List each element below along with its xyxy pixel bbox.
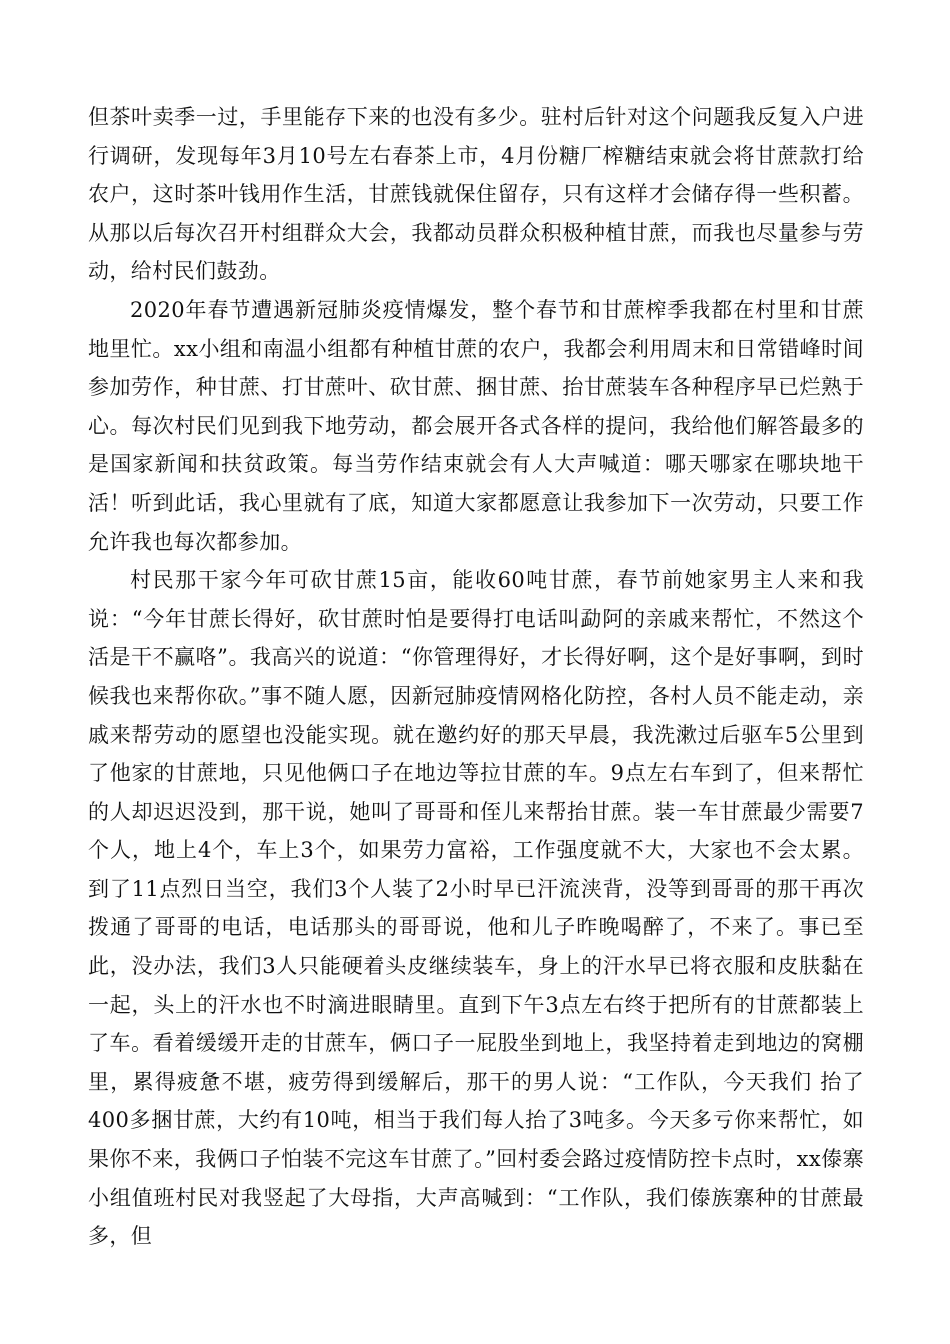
document-body (88, 98, 864, 1256)
paragraph-spring-festival: 2020年春节遭遇新冠肺炎疫情爆发，整个春节和甘蔗榨季我都在村里和甘蔗地里忙。xx小组和南温小组都有种植甘蔗的农户，我都会利用周末和日常错峰时间参加劳作，种甘蔗、打甘蔗叶、砍甘蔗、捆甘蔗、抬甘蔗装车各种程序早已烂熟于心。每次村民们见到我下地劳动，都会展开各式各样的提问，我给他们解答最多的是国家新闻和扶贫政策。每当劳作结束就会有人大声喊道：哪天哪家在哪块地干活！听到此话，我心里就有了底，知道大家都愿意让我参加下一次劳动，只要工作允许我也每次都参加。 (88, 297, 864, 554)
paragraph-sugarcane-harvest: 村民那干家今年可砍甘蔗15亩，能收60吨甘蔗，春节前她家男主人来和我说：“今年甘蔗长得好，砍甘蔗时怕是要得打电话叫勐阿的亲戚来帮忙，不然这个活是干不赢咯”。我高兴的说道：“你管理得好，才长得好啊，这个是好事啊，到时候我也来帮你砍。”事不随人愿，因新冠肺疫情网格化防控，各村人员不能走动，亲戚来帮劳动的愿望也没能实现。就在邀约好的那天早晨，我洗漱过后驱车5公里到了他家的甘蔗地，只见他俩口子在地边等拉甘蔗的车。9点左右车到了，但来帮忙的人却迟迟没到，那干说，她叫了哥哥和侄儿来帮抬甘蔗。装一车甘蔗最少需要7个人，地上4个，车上3个，如果劳力富裕，工作强度就不大，大家也不会太累。到了11点烈日当空，我们3个人装了2小时早已汗流浃背，没等到哥哥的那干再次拨通了哥哥的电话，电话那头的哥哥说，他和儿子昨晚喝醉了，不来了。事已至此，没办法，我们3人只能硬着头皮继续装车，身上的汗水早已将衣服和皮肤黏在一起，头上的汗水也不时滴进眼睛里。直到下午3点左右终于把所有的甘蔗都装上了车。看着缓缓开走的甘蔗车，俩口子一屁股坐到地上，我坚持着走到地边的窝棚里，累得疲惫不堪，疲劳得到缓解后，那干的男人说：“工作队，今天我们 抬了400多捆甘蔗，大约有10吨，相当于我们每人抬了3吨多。今天多亏你来帮忙，如果你不来，我俩口子怕装不完这车甘蔗了。”回村委会路过疫情防控卡点时，xx傣寨小组值班村民对我竖起了大母指，大声高喊到：“工作队，我们傣族寨种的甘蔗最多，但 (88, 568, 864, 1249)
paragraph-continuation: 但茶叶卖季一过，手里能存下来的也没有多少。驻村后针对这个问题我反复入户进行调研，发现每年3月10号左右春茶上市，4月份糖厂榨糖结束就会将甘蔗款打给农户，这时茶叶钱用作生活，甘蔗钱就保住留存，只有这样才会储存得一些积蓄。从那以后每次召开村组群众大会，我都动员群众积极种植甘蔗，而我也尽量参与劳动，给村民们鼓劲。 (88, 105, 864, 284)
